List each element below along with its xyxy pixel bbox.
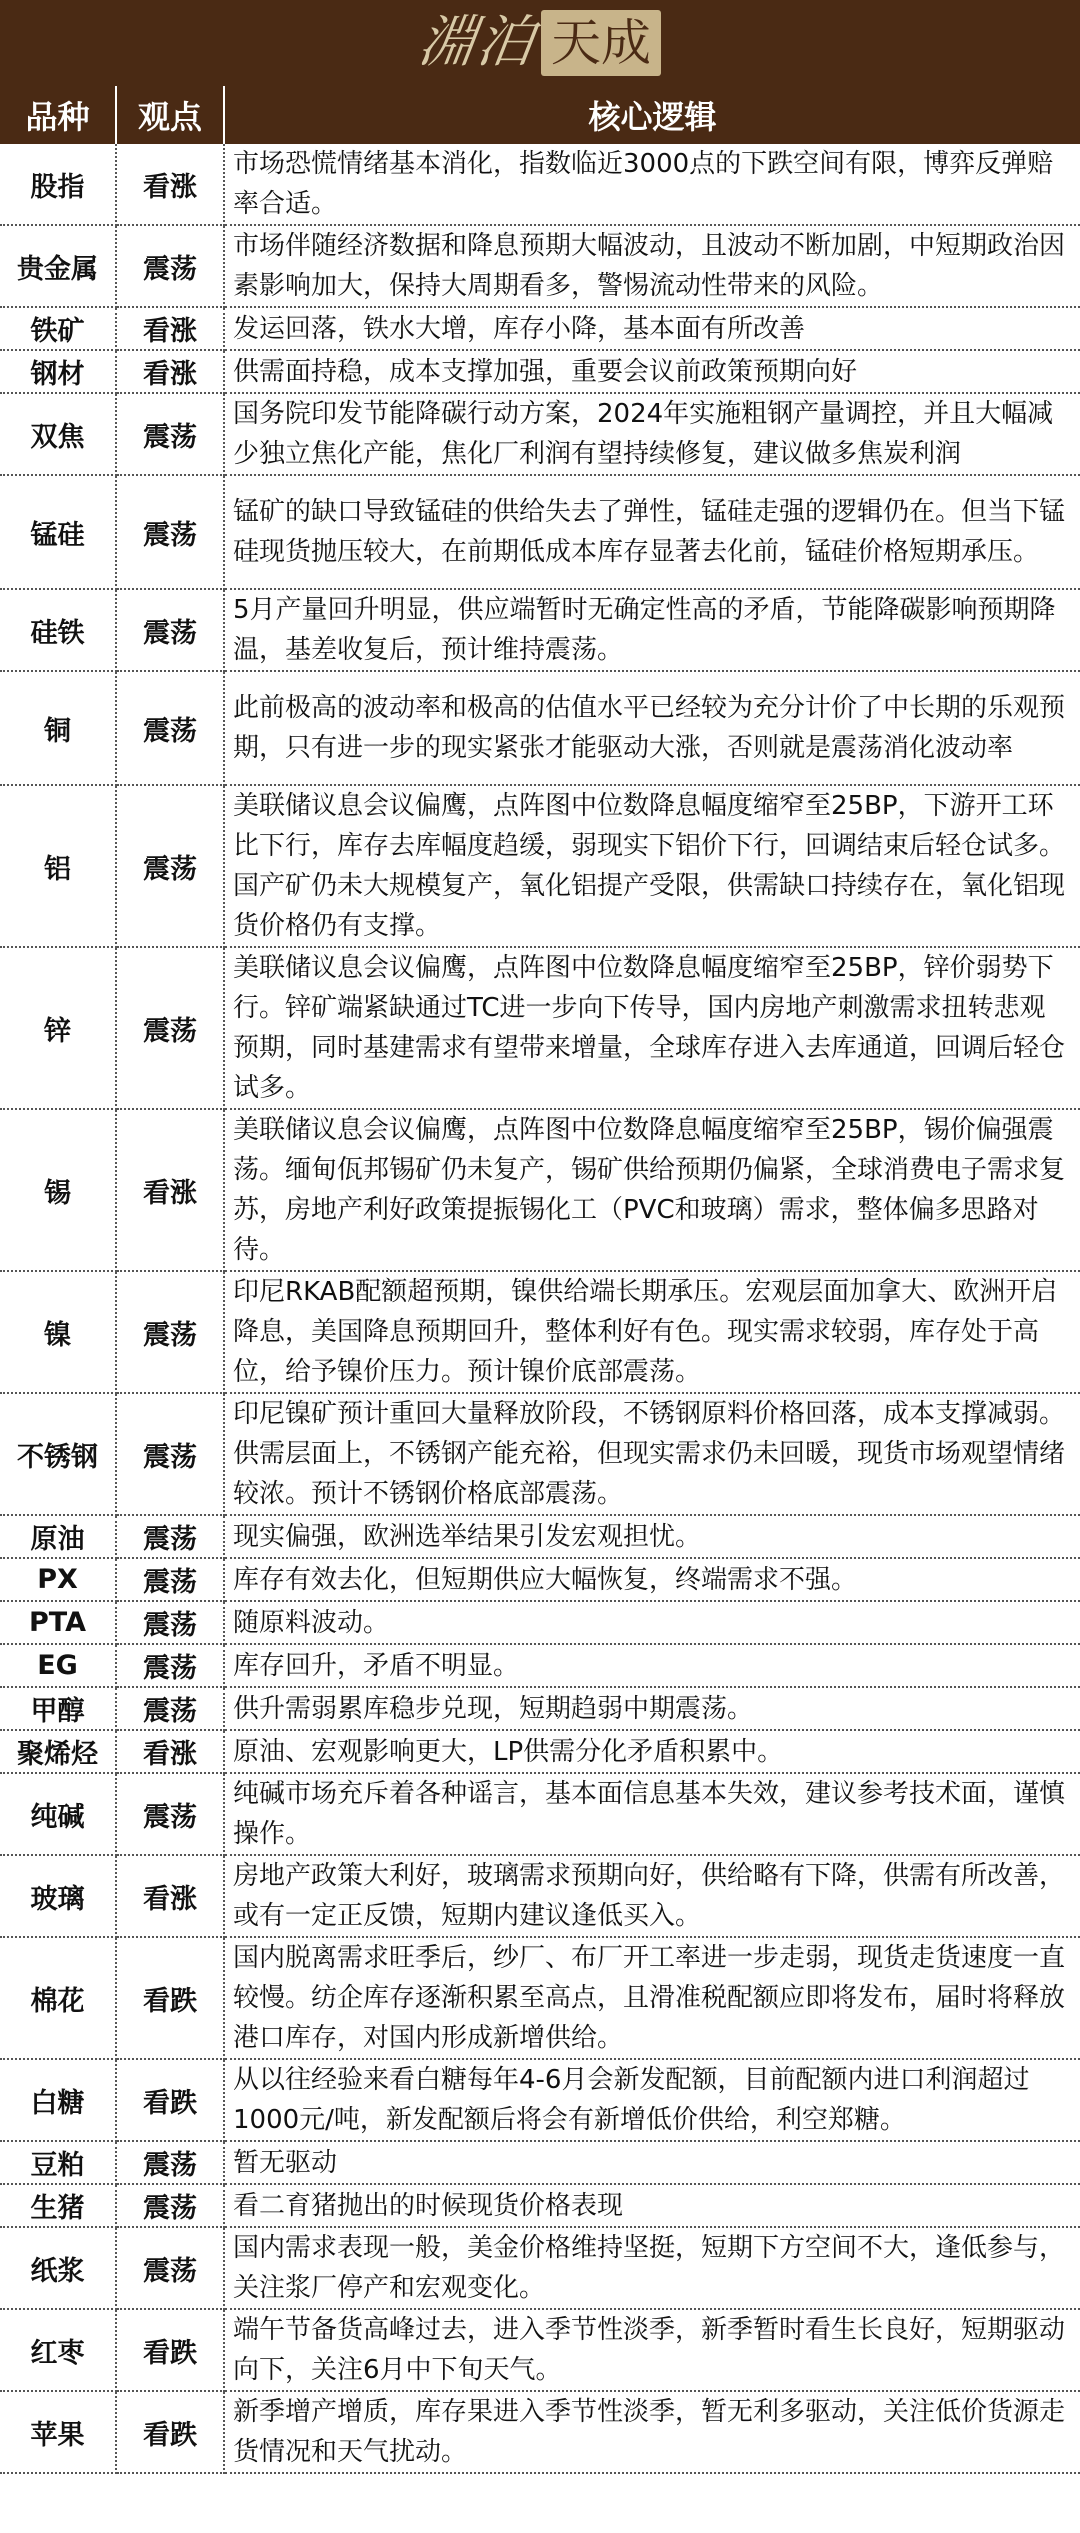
table-row: [0, 1937, 1080, 2059]
cell-variety: 棉花: [0, 1937, 116, 2059]
brand-logo: [414, 8, 661, 78]
cell-logic: 印尼镍矿预计重回大量释放阶段，不锈钢原料价格回落，成本支撑减弱。供需层面上，不锈钢产能充裕，但现实需求仍未回暖，现货市场观望情绪较浓。预计不锈钢价格底部震荡。: [224, 1393, 1080, 1515]
cell-logic: 5月产量回升明显，供应端暂时无确定性高的矛盾，节能降碳影响预期降温，基差收复后，预计维持震荡。: [224, 589, 1080, 671]
cell-logic: 库存回升，矛盾不明显。: [224, 1644, 1080, 1687]
table-row: [0, 1109, 1080, 1271]
cell-logic: 此前极高的波动率和极高的估值水平已经较为充分计价了中长期的乐观预期，只有进一步的现实紧张才能驱动大涨，否则就是震荡消化波动率: [224, 671, 1080, 785]
table-row: [0, 1515, 1080, 1558]
cell-logic: 随原料波动。: [224, 1601, 1080, 1644]
cell-variety: 镍: [0, 1271, 116, 1393]
cell-view: 看跌: [116, 2059, 224, 2141]
cell-view: 看涨: [116, 144, 224, 225]
header-logic: 核心逻辑: [224, 86, 1080, 144]
cell-variety: PTA: [0, 1601, 116, 1644]
cell-logic: 国内需求表现一般，美金价格维持坚挺，短期下方空间不大，逢低参与，关注浆厂停产和宏观变化。: [224, 2227, 1080, 2309]
table-row: [0, 785, 1080, 947]
cell-view: 震荡: [116, 1515, 224, 1558]
table-row: [0, 1687, 1080, 1730]
table-row: [0, 350, 1080, 393]
cell-logic: 原油、宏观影响更大，LP供需分化矛盾积累中。: [224, 1730, 1080, 1773]
cell-logic: 美联储议息会议偏鹰，点阵图中位数降息幅度缩窄至25BP，锡价偏强震荡。缅甸佤邦锡矿仍未复产，锡矿供给预期仍偏紧，全球消费电子需求复苏，房地产利好政策提振锡化工（PVC和玻璃）需求，整体偏多思路对待。: [224, 1109, 1080, 1271]
cell-variety: 纯碱: [0, 1773, 116, 1855]
cell-view: 震荡: [116, 1393, 224, 1515]
cell-variety: PX: [0, 1558, 116, 1601]
table-row: [0, 947, 1080, 1109]
cell-logic: 锰矿的缺口导致锰硅的供给失去了弹性，锰硅走强的逻辑仍在。但当下锰硅现货抛压较大，在前期低成本库存显著去化前，锰硅价格短期承压。: [224, 475, 1080, 589]
table-row: [0, 2059, 1080, 2141]
cell-view: 震荡: [116, 785, 224, 947]
table-row: [0, 393, 1080, 475]
cell-view: 震荡: [116, 1271, 224, 1393]
header-variety: 品种: [0, 86, 116, 144]
cell-variety: EG: [0, 1644, 116, 1687]
cell-variety: 纸浆: [0, 2227, 116, 2309]
table-row: [0, 671, 1080, 785]
logo-brush-text: 淵泊: [414, 10, 540, 75]
cell-variety: 贵金属: [0, 225, 116, 307]
table-row: [0, 1558, 1080, 1601]
table-row: [0, 1855, 1080, 1937]
cell-variety: 白糖: [0, 2059, 116, 2141]
table-row: [0, 1271, 1080, 1393]
table-header-row: [0, 86, 1080, 144]
table-row: [0, 2227, 1080, 2309]
cell-view: 看涨: [116, 1855, 224, 1937]
cell-logic: 美联储议息会议偏鹰，点阵图中位数降息幅度缩窄至25BP，锌价弱势下行。锌矿端紧缺通过TC进一步向下传导，国内房地产刺激需求扭转悲观预期，同时基建需求有望带来增量，全球库存进入去库通道，回调后轻仓试多。: [224, 947, 1080, 1109]
table-row: [0, 589, 1080, 671]
cell-variety: 铜: [0, 671, 116, 785]
cell-variety: 铝: [0, 785, 116, 947]
table-row: [0, 1393, 1080, 1515]
cell-view: 震荡: [116, 1773, 224, 1855]
cell-view: 震荡: [116, 225, 224, 307]
cell-view: 震荡: [116, 671, 224, 785]
brand-banner: [0, 0, 1080, 86]
cell-variety: 甲醇: [0, 1687, 116, 1730]
cell-view: 看跌: [116, 2309, 224, 2391]
cell-variety: 钢材: [0, 350, 116, 393]
cell-view: 看涨: [116, 307, 224, 350]
table-row: [0, 475, 1080, 589]
cell-view: 震荡: [116, 2227, 224, 2309]
header-view: 观点: [116, 86, 224, 144]
table-row: [0, 2141, 1080, 2184]
cell-view: 震荡: [116, 393, 224, 475]
cell-view: 看涨: [116, 1730, 224, 1773]
cell-logic: 美联储议息会议偏鹰，点阵图中位数降息幅度缩窄至25BP，下游开工环比下行，库存去库幅度趋缓，弱现实下铝价下行，回调结束后轻仓试多。国产矿仍未大规模复产，氧化铝提产受限，供需缺口持续存在，氧化铝现货价格仍有支撑。: [224, 785, 1080, 947]
cell-logic: 看二育猪抛出的时候现货价格表现: [224, 2184, 1080, 2227]
cell-view: 震荡: [116, 1601, 224, 1644]
cell-logic: 现实偏强，欧洲选举结果引发宏观担忧。: [224, 1515, 1080, 1558]
cell-variety: 锡: [0, 1109, 116, 1271]
table-row: [0, 1601, 1080, 1644]
table-row: [0, 225, 1080, 307]
cell-logic: 市场恐慌情绪基本消化，指数临近3000点的下跌空间有限，博弈反弹赔率合适。: [224, 144, 1080, 225]
cell-logic: 国务院印发节能降碳行动方案，2024年实施粗钢产量调控，并且大幅减少独立焦化产能，焦化厂利润有望持续修复，建议做多焦炭利润: [224, 393, 1080, 475]
cell-variety: 锰硅: [0, 475, 116, 589]
table-row: [0, 1730, 1080, 1773]
cell-view: 震荡: [116, 1558, 224, 1601]
cell-logic: 端午节备货高峰过去，进入季节性淡季，新季暂时看生长良好，短期驱动向下，关注6月中下旬天气。: [224, 2309, 1080, 2391]
cell-view: 看涨: [116, 350, 224, 393]
cell-logic: 从以往经验来看白糖每年4-6月会新发配额，目前配额内进口利润超过1000元/吨，新发配额后将会有新增低价供给，利空郑糖。: [224, 2059, 1080, 2141]
cell-view: 震荡: [116, 2184, 224, 2227]
cell-variety: 股指: [0, 144, 116, 225]
cell-variety: 原油: [0, 1515, 116, 1558]
cell-logic: 新季增产增质，库存果进入季节性淡季，暂无利多驱动，关注低价货源走货情况和天气扰动。: [224, 2391, 1080, 2473]
cell-logic: 供升需弱累库稳步兑现，短期趋弱中期震荡。: [224, 1687, 1080, 1730]
table-row: [0, 144, 1080, 225]
cell-variety: 苹果: [0, 2391, 116, 2473]
cell-view: 震荡: [116, 1687, 224, 1730]
cell-logic: 发运回落，铁水大增，库存小降，基本面有所改善: [224, 307, 1080, 350]
cell-logic: 国内脱离需求旺季后，纱厂、布厂开工率进一步走弱，现货走货速度一直较慢。纺企库存逐渐积累至高点，且滑准税配额应即将发布，届时将释放港口库存，对国内形成新增供给。: [224, 1937, 1080, 2059]
cell-variety: 生猪: [0, 2184, 116, 2227]
cell-view: 看跌: [116, 1937, 224, 2059]
cell-view: 看涨: [116, 1109, 224, 1271]
cell-view: 震荡: [116, 589, 224, 671]
cell-logic: 暂无驱动: [224, 2141, 1080, 2184]
table-row: [0, 2391, 1080, 2473]
cell-variety: 豆粕: [0, 2141, 116, 2184]
cell-logic: 库存有效去化，但短期供应大幅恢复，终端需求不强。: [224, 1558, 1080, 1601]
table-row: [0, 307, 1080, 350]
cell-logic: 纯碱市场充斥着各种谣言，基本面信息基本失效，建议参考技术面，谨慎操作。: [224, 1773, 1080, 1855]
logo-box-text: 天成: [541, 10, 661, 76]
table-row: [0, 2309, 1080, 2391]
cell-view: 震荡: [116, 947, 224, 1109]
cell-view: 看跌: [116, 2391, 224, 2473]
cell-view: 震荡: [116, 2141, 224, 2184]
cell-variety: 红枣: [0, 2309, 116, 2391]
cell-variety: 锌: [0, 947, 116, 1109]
cell-variety: 双焦: [0, 393, 116, 475]
cell-variety: 不锈钢: [0, 1393, 116, 1515]
futures-view-table: [0, 86, 1080, 2474]
cell-logic: 市场伴随经济数据和降息预期大幅波动，且波动不断加剧，中短期政治因素影响加大，保持大周期看多，警惕流动性带来的风险。: [224, 225, 1080, 307]
cell-logic: 房地产政策大利好，玻璃需求预期向好，供给略有下降，供需有所改善，或有一定正反馈，短期内建议逢低买入。: [224, 1855, 1080, 1937]
cell-view: 震荡: [116, 1644, 224, 1687]
cell-logic: 供需面持稳，成本支撑加强，重要会议前政策预期向好: [224, 350, 1080, 393]
cell-variety: 硅铁: [0, 589, 116, 671]
table-row: [0, 1644, 1080, 1687]
cell-variety: 玻璃: [0, 1855, 116, 1937]
table-row: [0, 2184, 1080, 2227]
cell-variety: 铁矿: [0, 307, 116, 350]
cell-variety: 聚烯烃: [0, 1730, 116, 1773]
table-row: [0, 1773, 1080, 1855]
cell-logic: 印尼RKAB配额超预期，镍供给端长期承压。宏观层面加拿大、欧洲开启降息，美国降息预期回升，整体利好有色。现实需求较弱，库存处于高位，给予镍价压力。预计镍价底部震荡。: [224, 1271, 1080, 1393]
cell-view: 震荡: [116, 475, 224, 589]
